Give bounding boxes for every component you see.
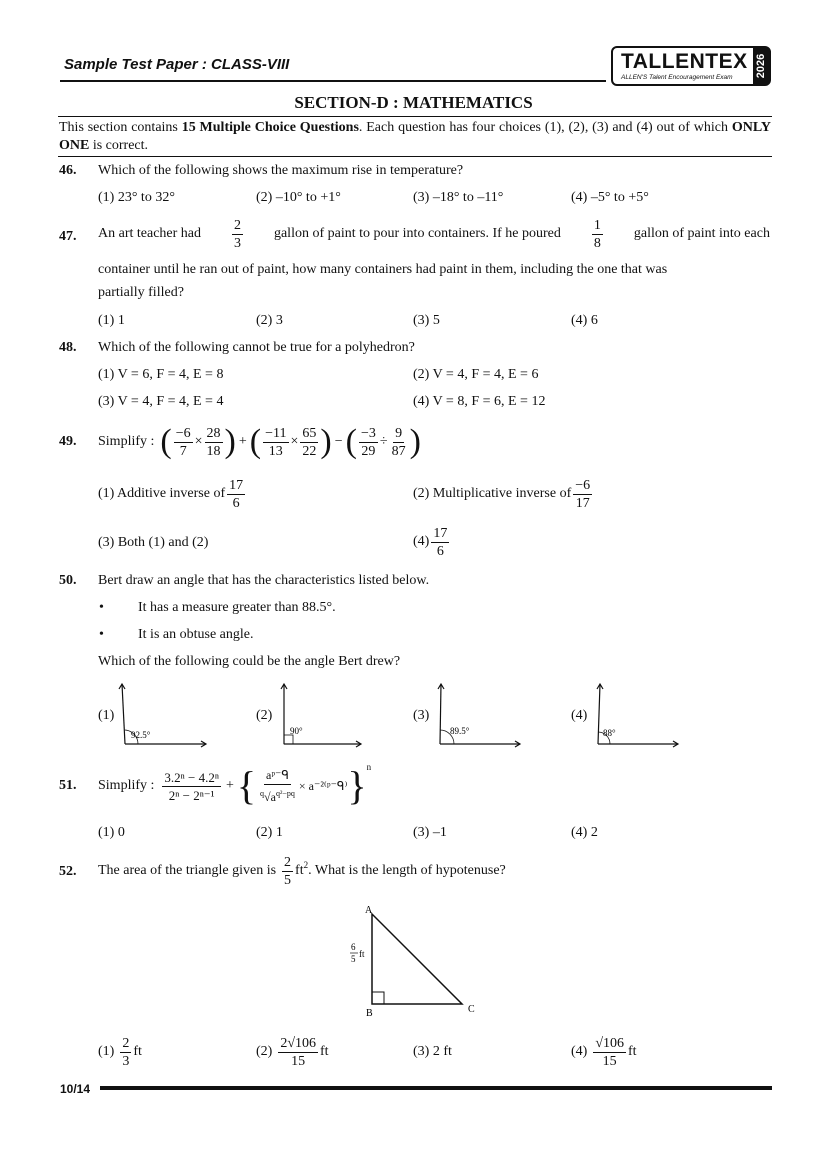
fraction: $\frac{2√106}{15}$: [280, 1035, 317, 1069]
option-1: (1) 23° to 32°: [98, 190, 175, 205]
angle-diagram-4: [590, 678, 686, 750]
fraction: $\frac{-3}{29}$: [360, 425, 376, 459]
simplify-expression: Simplify : ( $\frac{-6}{7}$ × $\frac{28}{18}$ ) + ( $\frac{-11}{13}$ × $\frac{65}{22}$ ) − ( $\frac{-3}{29}$ ÷ $\frac{9}{87}$ ): [98, 423, 421, 460]
fraction: $\frac{-6}{7}$: [175, 425, 191, 459]
side-label-num: 6: [351, 942, 356, 952]
question-text-line: container until he ran out of paint, how many containers had paint in them, including the one that was: [98, 262, 668, 277]
logo-name: TALLENTEX: [621, 50, 748, 73]
question-text: Which of the following cannot be true for a polyhedron?: [98, 340, 415, 355]
option-3: (3) V = 4, F = 4, E = 4: [98, 394, 224, 409]
option-2: (2) V = 4, F = 4, E = 6: [413, 367, 539, 382]
fraction: $\frac{√106}{15}$: [595, 1035, 625, 1069]
bullet-item: It has a measure greater than 88.5°.: [138, 600, 336, 615]
fraction: $\frac{1}{8}$: [593, 217, 601, 251]
header-divider: [60, 80, 606, 82]
question-number: 49.: [59, 434, 77, 449]
logo-year-badge: [753, 48, 769, 84]
section-intro: This section contains 15 Multiple Choice Questions. Each question has four choices (1), (2), (3) and (4) out of which ONLY ONE is correct.: [59, 120, 771, 153]
question-number: 51.: [59, 778, 77, 793]
option-1-label: (1): [98, 708, 115, 723]
question-subtext: Which of the following could be the angle Bert drew?: [98, 654, 401, 669]
vertex-a: A: [365, 905, 373, 916]
question-text-line: partially filled?: [98, 285, 184, 300]
option-4: (4) $\frac{√106}{15}$ ft: [571, 1035, 637, 1069]
option-1: (1) V = 6, F = 4, E = 8: [98, 367, 224, 382]
page-number: 10/14: [60, 1082, 91, 1096]
option-1: (1) 0: [98, 825, 125, 840]
option-1: (1) $\frac{2}{3}$ ft: [98, 1035, 142, 1069]
angle-label: 90°: [290, 726, 303, 736]
bullet-item: It is an obtuse angle.: [138, 627, 254, 642]
question-text: An art teacher had $\frac{2}{3}$ gallon of paint to pour into containers. If he poured $\frac{1}{8}$ gallon of paint into each: [98, 217, 770, 251]
option-3: (3) 2 ft: [413, 1044, 452, 1059]
option-2: (2) –10° to +1°: [256, 190, 341, 205]
vertex-b: B: [366, 1008, 373, 1019]
question-text: Bert draw an angle that has the characteristics listed below.: [98, 573, 430, 588]
logo-year: 2026: [755, 53, 767, 79]
side-label-den: 5: [351, 954, 356, 964]
option-2: (2) Multiplicative inverse of $\frac{-6}{17}$: [413, 477, 591, 511]
option-3: (3) Both (1) and (2): [98, 535, 209, 550]
fraction: $\frac{-6}{17}$: [575, 477, 591, 511]
option-3: (3) –1: [413, 825, 447, 840]
option-4: (4) –5° to +5°: [571, 190, 649, 205]
section-top-rule: [58, 116, 772, 117]
option-4: (4) V = 8, F = 6, E = 12: [413, 394, 546, 409]
bullet-icon: •: [99, 627, 104, 642]
question-number: 46.: [59, 163, 77, 178]
fraction: $\frac{\text{3.2ⁿ − 4.2ⁿ}}{\text{2ⁿ − 2ⁿ⁻¹}}$: [164, 769, 219, 803]
section-bottom-rule: [58, 156, 772, 157]
angle-diagram-2: [276, 678, 372, 750]
right-triangle-diagram: [332, 900, 492, 1022]
option-4: (4) 6: [571, 313, 598, 328]
option-2-label: (2): [256, 708, 273, 723]
option-3: (3) –18° to –11°: [413, 190, 504, 205]
option-2: (2) 3: [256, 313, 283, 328]
option-4: (4) $\frac{17}{6}$: [413, 525, 448, 559]
question-text: The area of the triangle given is $\frac{2}{5}$ ft $^2$ . What is the length of hypotenuse?: [98, 854, 506, 888]
fraction: $\frac{2}{3}$: [233, 217, 241, 251]
fraction: $\frac{\text{aᵖ⁻ᑫ}}{^q√a^{q^2-pq}}$: [260, 767, 295, 804]
vertex-c: C: [468, 1004, 475, 1015]
angle-diagram-1: [116, 678, 212, 750]
section-title: SECTION-D : MATHEMATICS: [294, 93, 533, 112]
option-2: (2) 1: [256, 825, 283, 840]
bullet-icon: •: [99, 600, 104, 615]
fraction: $\frac{9}{87}$: [391, 425, 406, 459]
fraction: $\frac{2}{3}$: [122, 1035, 130, 1069]
angle-label: 92.5°: [131, 730, 151, 740]
angle-label: 88°: [603, 728, 616, 738]
angle-label: 89.5°: [450, 726, 470, 736]
fraction: $\frac{65}{22}$: [302, 425, 317, 459]
angle-diagram-3: [432, 678, 528, 750]
option-4: (4) 2: [571, 825, 598, 840]
fraction: $\frac{28}{18}$: [206, 425, 221, 459]
tallentex-logo: [611, 46, 771, 86]
option-1: (1) Additive inverse of $\frac{17}{6}$: [98, 477, 244, 511]
question-text: Which of the following shows the maximum rise in temperature?: [98, 163, 464, 178]
simplify-expression: Simplify : $\frac{\text{3.2ⁿ − 4.2ⁿ}}{\text{2ⁿ − 2ⁿ⁻¹}}$ + { $\frac{\text{aᵖ⁻ᑫ}}{^q√a^{q^2-pq}}$ × a⁻²⁽ᵖ⁻ᑫ⁾ } $^n$: [98, 762, 372, 808]
paper-title: Sample Test Paper : CLASS-VIII: [64, 56, 290, 73]
fraction: $\frac{-11}{13}$: [265, 425, 287, 459]
logo-tagline: ALLEN'S Talent Encouragement Exam: [621, 74, 733, 81]
option-4-label: (4): [571, 708, 588, 723]
question-number: 50.: [59, 573, 77, 588]
question-number: 48.: [59, 340, 77, 355]
fraction: $\frac{17}{6}$: [229, 477, 244, 511]
option-1: (1) 1: [98, 313, 125, 328]
fraction: $\frac{17}{6}$: [433, 525, 448, 559]
option-3: (3) 5: [413, 313, 440, 328]
question-number: 47.: [59, 229, 77, 244]
option-3-label: (3): [413, 708, 430, 723]
option-2: (2) $\frac{2√106}{15}$ ft: [256, 1035, 329, 1069]
question-number: 52.: [59, 864, 77, 879]
side-label-unit: ft: [359, 949, 365, 959]
footer-rule: [100, 1086, 772, 1090]
fraction: $\frac{2}{5}$: [284, 854, 292, 888]
